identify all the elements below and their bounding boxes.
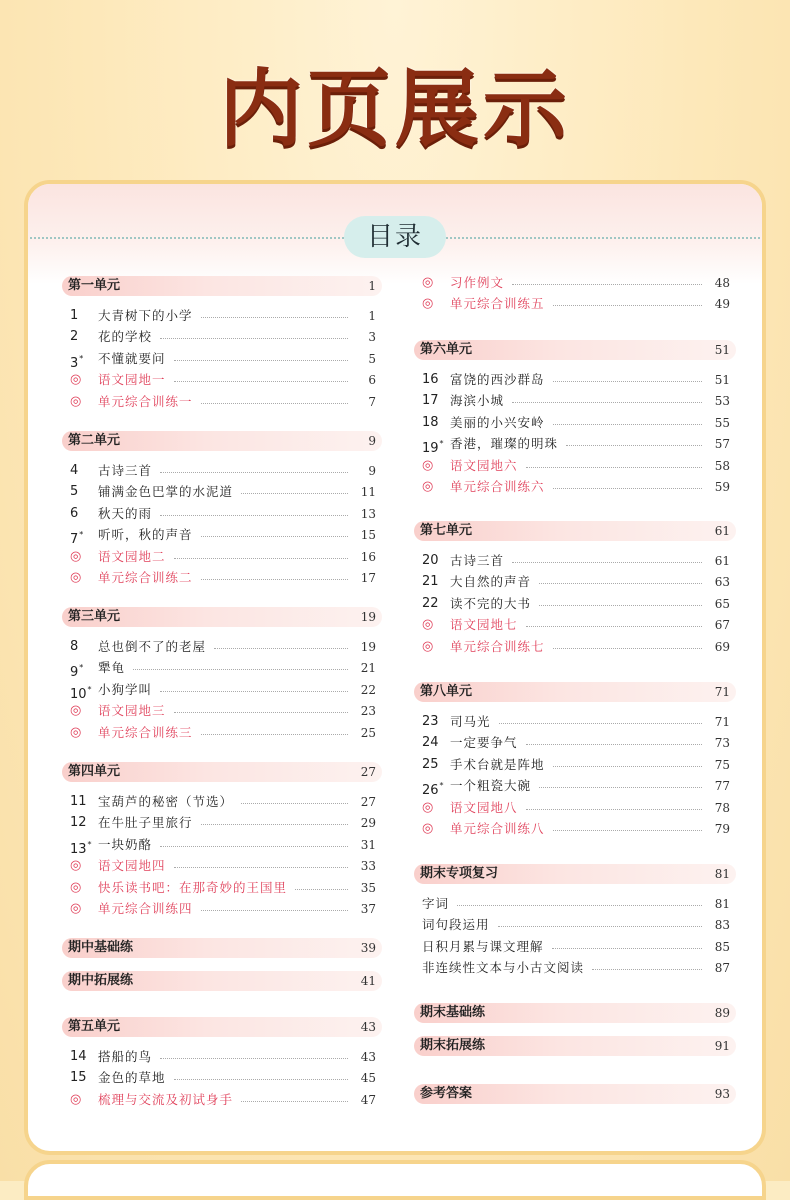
- unit-header-5[interactable]: [62, 1017, 382, 1037]
- entry-page: 16: [360, 549, 376, 564]
- unit-label: 期中拓展练: [68, 973, 134, 988]
- dot-leader: [539, 787, 702, 788]
- unit-label: 期末专项复习: [420, 866, 499, 881]
- entry-title: 秋天的雨: [98, 505, 153, 521]
- dot-leader: [133, 669, 348, 670]
- entry-page: 51: [714, 373, 730, 387]
- bullet-icon: ◎: [422, 296, 434, 312]
- bullet-icon: ◎: [422, 638, 434, 654]
- unit-page: 1: [368, 279, 376, 293]
- toc-entry[interactable]: [70, 306, 376, 326]
- unit-label: 期末基础练: [420, 1005, 486, 1020]
- optional-mark: *: [87, 684, 92, 694]
- toc-entry[interactable]: [422, 551, 730, 571]
- unit-header-7[interactable]: [414, 521, 736, 541]
- entry-title: 大青树下的小学: [98, 308, 193, 323]
- toc-entry[interactable]: [70, 792, 376, 812]
- midterm-basic-header[interactable]: [62, 938, 382, 958]
- entry-number: 26*: [422, 781, 444, 799]
- final-extended-header[interactable]: [414, 1036, 736, 1056]
- unit-page: 61: [714, 524, 730, 538]
- dot-leader: [499, 723, 702, 724]
- bullet-icon: ◎: [70, 1091, 82, 1107]
- entry-title: 非连续性文本与小古文阅读: [422, 960, 585, 976]
- dot-leader: [539, 605, 702, 606]
- unit-label: 第三单元: [68, 609, 121, 624]
- dot-leader: [512, 284, 702, 285]
- dot-leader: [214, 648, 348, 649]
- entry-page: 61: [714, 554, 730, 568]
- unit-page: 71: [714, 685, 730, 699]
- toc-entry[interactable]: [422, 434, 730, 457]
- entry-title: 一定要争气: [450, 735, 518, 751]
- final-basic-header[interactable]: [414, 1003, 736, 1023]
- unit-label: 第四单元: [68, 764, 121, 779]
- entry-page: 31: [360, 837, 376, 852]
- toc-entry[interactable]: [70, 723, 376, 743]
- entry-page: 5: [368, 351, 376, 366]
- bullet-icon: ◎: [70, 570, 82, 585]
- entry-page: 53: [714, 394, 730, 409]
- dot-leader: [241, 803, 348, 804]
- entry-number: 3*: [70, 353, 84, 371]
- dot-leader: [241, 1101, 348, 1102]
- toc-entry[interactable]: [422, 819, 730, 839]
- entry-title: 词句段运用: [422, 917, 490, 933]
- unit-header-6[interactable]: [414, 340, 736, 360]
- bullet-icon: ◎: [70, 372, 82, 388]
- toc-entry[interactable]: [422, 894, 730, 914]
- entry-page: 65: [714, 596, 730, 611]
- entry-number: 17: [422, 393, 439, 409]
- toc-entry[interactable]: [422, 755, 730, 775]
- entry-title: 搭船的鸟: [98, 1049, 153, 1064]
- entry-number: 24: [422, 735, 439, 751]
- entry-title: 古诗三首: [98, 463, 153, 478]
- final-review-header[interactable]: [414, 864, 736, 884]
- dot-leader: [512, 402, 702, 403]
- optional-mark: *: [439, 439, 444, 449]
- unit-label: 第七单元: [420, 523, 473, 538]
- entry-page: 55: [714, 415, 730, 430]
- toc-entry[interactable]: [422, 637, 730, 657]
- entry-title: 富饶的西沙群岛: [450, 372, 545, 387]
- dot-leader: [201, 910, 348, 911]
- unit-header-1[interactable]: [62, 276, 382, 296]
- entry-title: 单元综合训练五: [450, 296, 545, 312]
- entry-page: 21: [360, 661, 376, 676]
- bullet-icon: ◎: [70, 858, 82, 874]
- bullet-icon: ◎: [422, 821, 434, 836]
- entry-title: 手术台就是阵地: [450, 756, 545, 772]
- toc-entry[interactable]: [70, 392, 376, 412]
- entry-title: 语文园地八: [450, 799, 518, 815]
- dot-leader: [160, 338, 348, 339]
- toc-entry[interactable]: [422, 477, 730, 497]
- toc-entry[interactable]: [70, 856, 376, 876]
- toc-entry[interactable]: [70, 680, 376, 700]
- entry-title: 语文园地一: [98, 372, 166, 388]
- entry-title: 犟龟: [98, 660, 126, 676]
- entry-page: 37: [360, 902, 376, 916]
- dot-leader: [201, 734, 348, 735]
- toc-entry[interactable]: [70, 813, 376, 833]
- entry-page: 79: [714, 822, 730, 836]
- dot-leader: [566, 445, 702, 446]
- entry-title: 美丽的小兴安岭: [450, 414, 545, 430]
- unit-header-2[interactable]: [62, 431, 382, 451]
- entry-title: 语文园地四: [98, 858, 166, 874]
- answer-key-header[interactable]: [414, 1084, 736, 1104]
- dot-leader: [174, 867, 348, 868]
- entry-page: 48: [714, 276, 730, 290]
- toc-entry[interactable]: [422, 391, 730, 411]
- toc-entry[interactable]: [70, 878, 376, 898]
- entry-page: 71: [714, 715, 730, 729]
- dot-leader: [498, 926, 702, 927]
- entry-page: 13: [360, 506, 376, 521]
- next-card-edge: [24, 1160, 766, 1200]
- entry-title: 不懂就要问: [98, 350, 166, 366]
- entry-page: 43: [360, 1050, 376, 1064]
- dot-leader: [552, 948, 702, 949]
- toc-entry[interactable]: [70, 899, 376, 919]
- entry-title: 花的学校: [98, 329, 153, 345]
- entry-page: 83: [714, 918, 730, 933]
- dot-leader: [457, 905, 702, 906]
- entry-page: 47: [360, 1092, 376, 1107]
- entry-number: 13*: [70, 839, 92, 857]
- bullet-icon: ◎: [70, 548, 82, 564]
- dot-leader: [201, 403, 348, 404]
- entry-page: 7: [368, 394, 376, 409]
- entry-page: 3: [368, 330, 376, 345]
- unit-page: 9: [368, 434, 376, 448]
- dot-leader: [295, 889, 348, 890]
- toc-entry[interactable]: [422, 572, 730, 592]
- toc-entry[interactable]: [422, 615, 730, 635]
- entry-number: 1: [70, 308, 79, 323]
- entry-page: 69: [714, 639, 730, 654]
- bullet-icon: ◎: [422, 617, 434, 633]
- entry-page: 27: [360, 795, 376, 809]
- toc-entry[interactable]: [70, 658, 376, 681]
- entry-number: 18: [422, 414, 439, 430]
- entry-number: 22: [422, 595, 439, 611]
- bullet-icon: ◎: [70, 703, 82, 719]
- entry-title: 快乐读书吧：在那奇妙的王国里: [98, 879, 288, 895]
- toc-title: 目录: [344, 216, 446, 258]
- dot-leader: [174, 1079, 348, 1080]
- unit-page: 51: [714, 343, 730, 357]
- optional-mark: *: [79, 530, 84, 540]
- dot-leader: [160, 846, 348, 847]
- entry-page: 6: [368, 373, 376, 388]
- dot-leader: [553, 305, 702, 306]
- dot-leader: [160, 472, 348, 473]
- entry-title: 语文园地七: [450, 617, 518, 633]
- entry-number: 2: [70, 329, 79, 345]
- unit-label: 第六单元: [420, 342, 473, 357]
- dot-leader: [174, 381, 348, 382]
- dot-leader: [553, 648, 702, 649]
- entry-title: 大自然的声音: [450, 574, 532, 590]
- unit-label: 第八单元: [420, 684, 473, 699]
- bullet-icon: ◎: [422, 799, 434, 815]
- unit-header-4[interactable]: [62, 762, 382, 782]
- entry-number: 7*: [70, 530, 84, 548]
- entry-title: 古诗三首: [450, 553, 505, 568]
- unit-label: 期末拓展练: [420, 1038, 486, 1053]
- optional-mark: *: [79, 353, 84, 363]
- dot-leader: [174, 712, 348, 713]
- unit-page: 41: [360, 974, 376, 988]
- bullet-icon: ◎: [70, 901, 82, 916]
- unit-page: 93: [714, 1087, 730, 1101]
- optional-mark: *: [439, 781, 444, 791]
- optional-mark: *: [87, 839, 92, 849]
- entry-title: 总也倒不了的老屋: [98, 639, 207, 654]
- entry-page: 77: [714, 779, 730, 794]
- toc-entry[interactable]: [422, 273, 730, 293]
- entry-title: 字词: [422, 896, 450, 911]
- unit-label: 第五单元: [68, 1019, 121, 1034]
- dot-leader: [553, 830, 702, 831]
- dot-leader: [201, 579, 348, 580]
- entry-title: 日积月累与课文理解: [422, 938, 544, 954]
- entry-number: 16: [422, 372, 439, 387]
- dot-leader: [592, 969, 702, 970]
- entry-number: 8: [70, 639, 79, 654]
- page-headline: 内页展示: [218, 60, 571, 158]
- bullet-icon: ◎: [70, 879, 82, 895]
- entry-page: 22: [360, 682, 376, 697]
- entry-title: 海滨小城: [450, 393, 505, 409]
- toc-entry[interactable]: [422, 712, 730, 732]
- dot-leader: [553, 488, 702, 489]
- entry-page: 49: [714, 297, 730, 312]
- dot-leader: [241, 493, 348, 494]
- entry-page: 25: [360, 725, 376, 740]
- toc-entry[interactable]: [70, 637, 376, 657]
- bullet-icon: ◎: [422, 275, 434, 290]
- entry-number: 10*: [70, 684, 92, 702]
- bullet-icon: ◎: [422, 479, 434, 494]
- unit-label: 第一单元: [68, 278, 121, 293]
- unit-page: 89: [714, 1006, 730, 1020]
- entry-page: 23: [360, 704, 376, 719]
- toc-entry[interactable]: [422, 294, 730, 314]
- entry-title: 语文园地三: [98, 703, 166, 719]
- unit-label: 参考答案: [420, 1086, 473, 1101]
- toc-entry[interactable]: [70, 525, 376, 548]
- entry-title: 梳理与交流及初试身手: [98, 1091, 234, 1107]
- dot-leader: [174, 558, 348, 559]
- entry-title: 习作例文: [450, 275, 505, 290]
- entry-title: 宝葫芦的秘密（节选）: [98, 794, 234, 809]
- bullet-icon: ◎: [70, 393, 82, 409]
- toc-entry[interactable]: [70, 547, 376, 567]
- unit-page: 39: [360, 941, 376, 955]
- entry-page: 17: [360, 571, 376, 585]
- entry-page: 63: [714, 575, 730, 590]
- dot-leader: [201, 317, 348, 318]
- entry-page: 81: [714, 897, 730, 911]
- unit-header-3[interactable]: [62, 607, 382, 627]
- entry-number: 11: [70, 794, 87, 809]
- entry-title: 单元综合训练三: [98, 724, 193, 740]
- toc-entry[interactable]: [70, 327, 376, 347]
- entry-title: 单元综合训练八: [450, 821, 545, 836]
- toc-entry[interactable]: [70, 349, 376, 369]
- unit-page: 91: [714, 1039, 730, 1053]
- entry-page: 11: [360, 485, 376, 500]
- toc-entry[interactable]: [70, 835, 376, 855]
- entry-page: 35: [360, 880, 376, 895]
- entry-number: 23: [422, 714, 439, 729]
- entry-title: 单元综合训练一: [98, 393, 193, 409]
- entry-number: 25: [422, 756, 439, 772]
- entry-number: 12: [70, 815, 87, 831]
- entry-page: 33: [360, 859, 376, 874]
- toc-entry[interactable]: [422, 733, 730, 753]
- entry-page: 9: [368, 464, 376, 478]
- dot-leader: [512, 562, 702, 563]
- bullet-icon: ◎: [422, 457, 434, 473]
- toc-entry[interactable]: [422, 915, 730, 935]
- toc-entry[interactable]: [70, 482, 376, 502]
- entry-page: 58: [714, 458, 730, 473]
- entry-page: 67: [714, 618, 730, 633]
- toc-entry[interactable]: [422, 937, 730, 957]
- toc-entry[interactable]: [422, 413, 730, 433]
- entry-number: 5: [70, 484, 79, 500]
- entry-page: 45: [360, 1071, 376, 1086]
- unit-page: 19: [360, 610, 376, 624]
- dot-leader: [160, 691, 348, 692]
- entry-number: 19*: [422, 439, 444, 457]
- toc-entry[interactable]: [70, 1047, 376, 1067]
- entry-page: 78: [714, 800, 730, 815]
- entry-title: 香港，璀璨的明珠: [450, 436, 559, 452]
- dot-leader: [201, 824, 348, 825]
- entry-title: 一块奶酪: [98, 836, 153, 852]
- toc-entry[interactable]: [70, 1090, 376, 1110]
- entry-number: 9*: [70, 663, 84, 681]
- entry-page: 85: [714, 939, 730, 954]
- dot-leader: [160, 1058, 348, 1059]
- toc-entry[interactable]: [422, 776, 730, 799]
- entry-page: 57: [714, 437, 730, 452]
- toc-entry[interactable]: [422, 456, 730, 476]
- entry-title: 金色的草地: [98, 1070, 166, 1086]
- entry-title: 铺满金色巴掌的水泥道: [98, 484, 234, 500]
- entry-number: 20: [422, 553, 439, 568]
- dot-leader: [201, 536, 348, 537]
- entry-title: 小狗学叫: [98, 681, 153, 697]
- toc-entry[interactable]: [70, 461, 376, 481]
- toc-entry[interactable]: [422, 798, 730, 818]
- entry-number: 15: [70, 1070, 87, 1086]
- toc-entry[interactable]: [70, 701, 376, 721]
- entry-title: 语文园地六: [450, 457, 518, 473]
- dot-leader: [526, 809, 702, 810]
- dot-leader: [553, 381, 702, 382]
- unit-label: 第二单元: [68, 433, 121, 448]
- entry-page: 59: [714, 480, 730, 494]
- entry-page: 19: [360, 640, 376, 654]
- unit-page: 81: [714, 867, 730, 881]
- toc-entry[interactable]: [70, 504, 376, 524]
- toc-entry[interactable]: [422, 958, 730, 978]
- dot-leader: [526, 467, 702, 468]
- entry-title: 听听，秋的声音: [98, 527, 193, 543]
- dot-leader: [526, 744, 702, 745]
- toc-entry[interactable]: [70, 568, 376, 588]
- dot-leader: [553, 424, 702, 425]
- entry-page: 75: [714, 757, 730, 772]
- optional-mark: *: [79, 663, 84, 673]
- entry-number: 14: [70, 1049, 87, 1064]
- midterm-extended-header[interactable]: [62, 971, 382, 991]
- entry-number: 6: [70, 505, 79, 521]
- entry-page: 29: [360, 816, 376, 831]
- dot-leader: [160, 515, 348, 516]
- entry-title: 单元综合训练二: [98, 570, 193, 585]
- unit-page: 27: [360, 765, 376, 779]
- bullet-icon: ◎: [70, 724, 82, 740]
- toc-entry[interactable]: [70, 370, 376, 390]
- entry-title: 在牛肚子里旅行: [98, 815, 193, 831]
- entry-page: 73: [714, 736, 730, 751]
- entry-title: 读不完的大书: [450, 595, 532, 611]
- entry-title: 一个粗瓷大碗: [450, 778, 532, 794]
- entry-page: 15: [360, 528, 376, 543]
- toc-entry[interactable]: [422, 370, 730, 390]
- entry-page: 1: [368, 309, 376, 323]
- dot-leader: [174, 360, 348, 361]
- dot-leader: [526, 626, 702, 627]
- dot-leader: [539, 583, 702, 584]
- entry-title: 司马光: [450, 714, 491, 729]
- entry-page: 87: [714, 961, 730, 976]
- entry-number: 21: [422, 574, 439, 590]
- toc-entry[interactable]: [70, 1068, 376, 1088]
- entry-title: 单元综合训练四: [98, 901, 193, 916]
- unit-label: 期中基础练: [68, 940, 134, 955]
- entry-title: 单元综合训练七: [450, 638, 545, 654]
- entry-number: 4: [70, 463, 79, 478]
- dot-leader: [553, 766, 702, 767]
- unit-header-8[interactable]: [414, 682, 736, 702]
- toc-entry[interactable]: [422, 594, 730, 614]
- unit-page: 43: [360, 1020, 376, 1034]
- entry-title: 单元综合训练六: [450, 479, 545, 494]
- entry-title: 语文园地二: [98, 548, 166, 564]
